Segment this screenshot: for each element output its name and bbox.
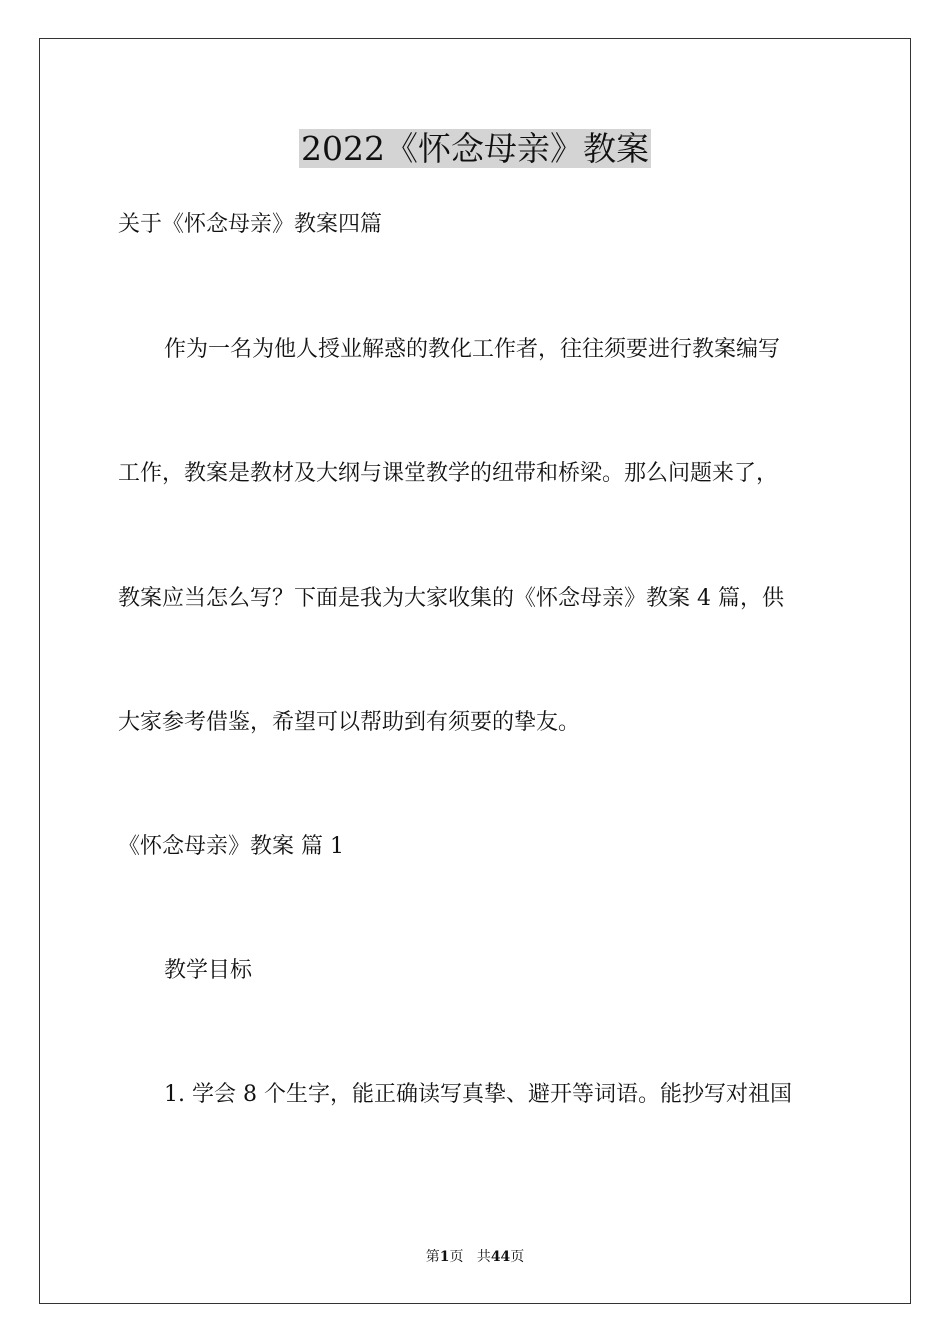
goal-item-1: 1. 学会 8 个生字，能正确读写真挚、避开等词语。能抄写对祖国 bbox=[164, 1082, 792, 1107]
total-label-prefix: 共 bbox=[476, 1249, 491, 1265]
document-title-text: 2022《怀念母亲》教案 bbox=[301, 129, 649, 168]
page-label-suffix: 页 bbox=[449, 1249, 464, 1265]
intro-line-1: 作为一名为他人授业解惑的教化工作者，往往须要进行教案编写 bbox=[164, 337, 781, 362]
page-footer bbox=[0, 1247, 950, 1267]
intro-line-2: 工作，教案是教材及大纲与课堂教学的纽带和桥梁。那么问题来了， bbox=[118, 461, 779, 486]
teaching-goal-heading: 教学目标 bbox=[164, 958, 253, 983]
total-label-suffix: 页 bbox=[510, 1249, 525, 1265]
document-subtitle: 关于《怀念母亲》教案四篇 bbox=[118, 212, 383, 237]
intro-line-4: 大家参考借鉴，希望可以帮助到有须要的挚友。 bbox=[118, 710, 581, 735]
page-label-prefix: 第 bbox=[425, 1249, 440, 1265]
section-heading: 《怀念母亲》教案 篇 1 bbox=[118, 834, 344, 859]
page-number: 1 bbox=[439, 1249, 450, 1265]
document-title bbox=[0, 127, 950, 171]
intro-line-3: 教案应当怎么写？下面是我为大家收集的《怀念母亲》教案 4 篇，供 bbox=[118, 586, 784, 611]
total-pages: 44 bbox=[490, 1249, 511, 1265]
